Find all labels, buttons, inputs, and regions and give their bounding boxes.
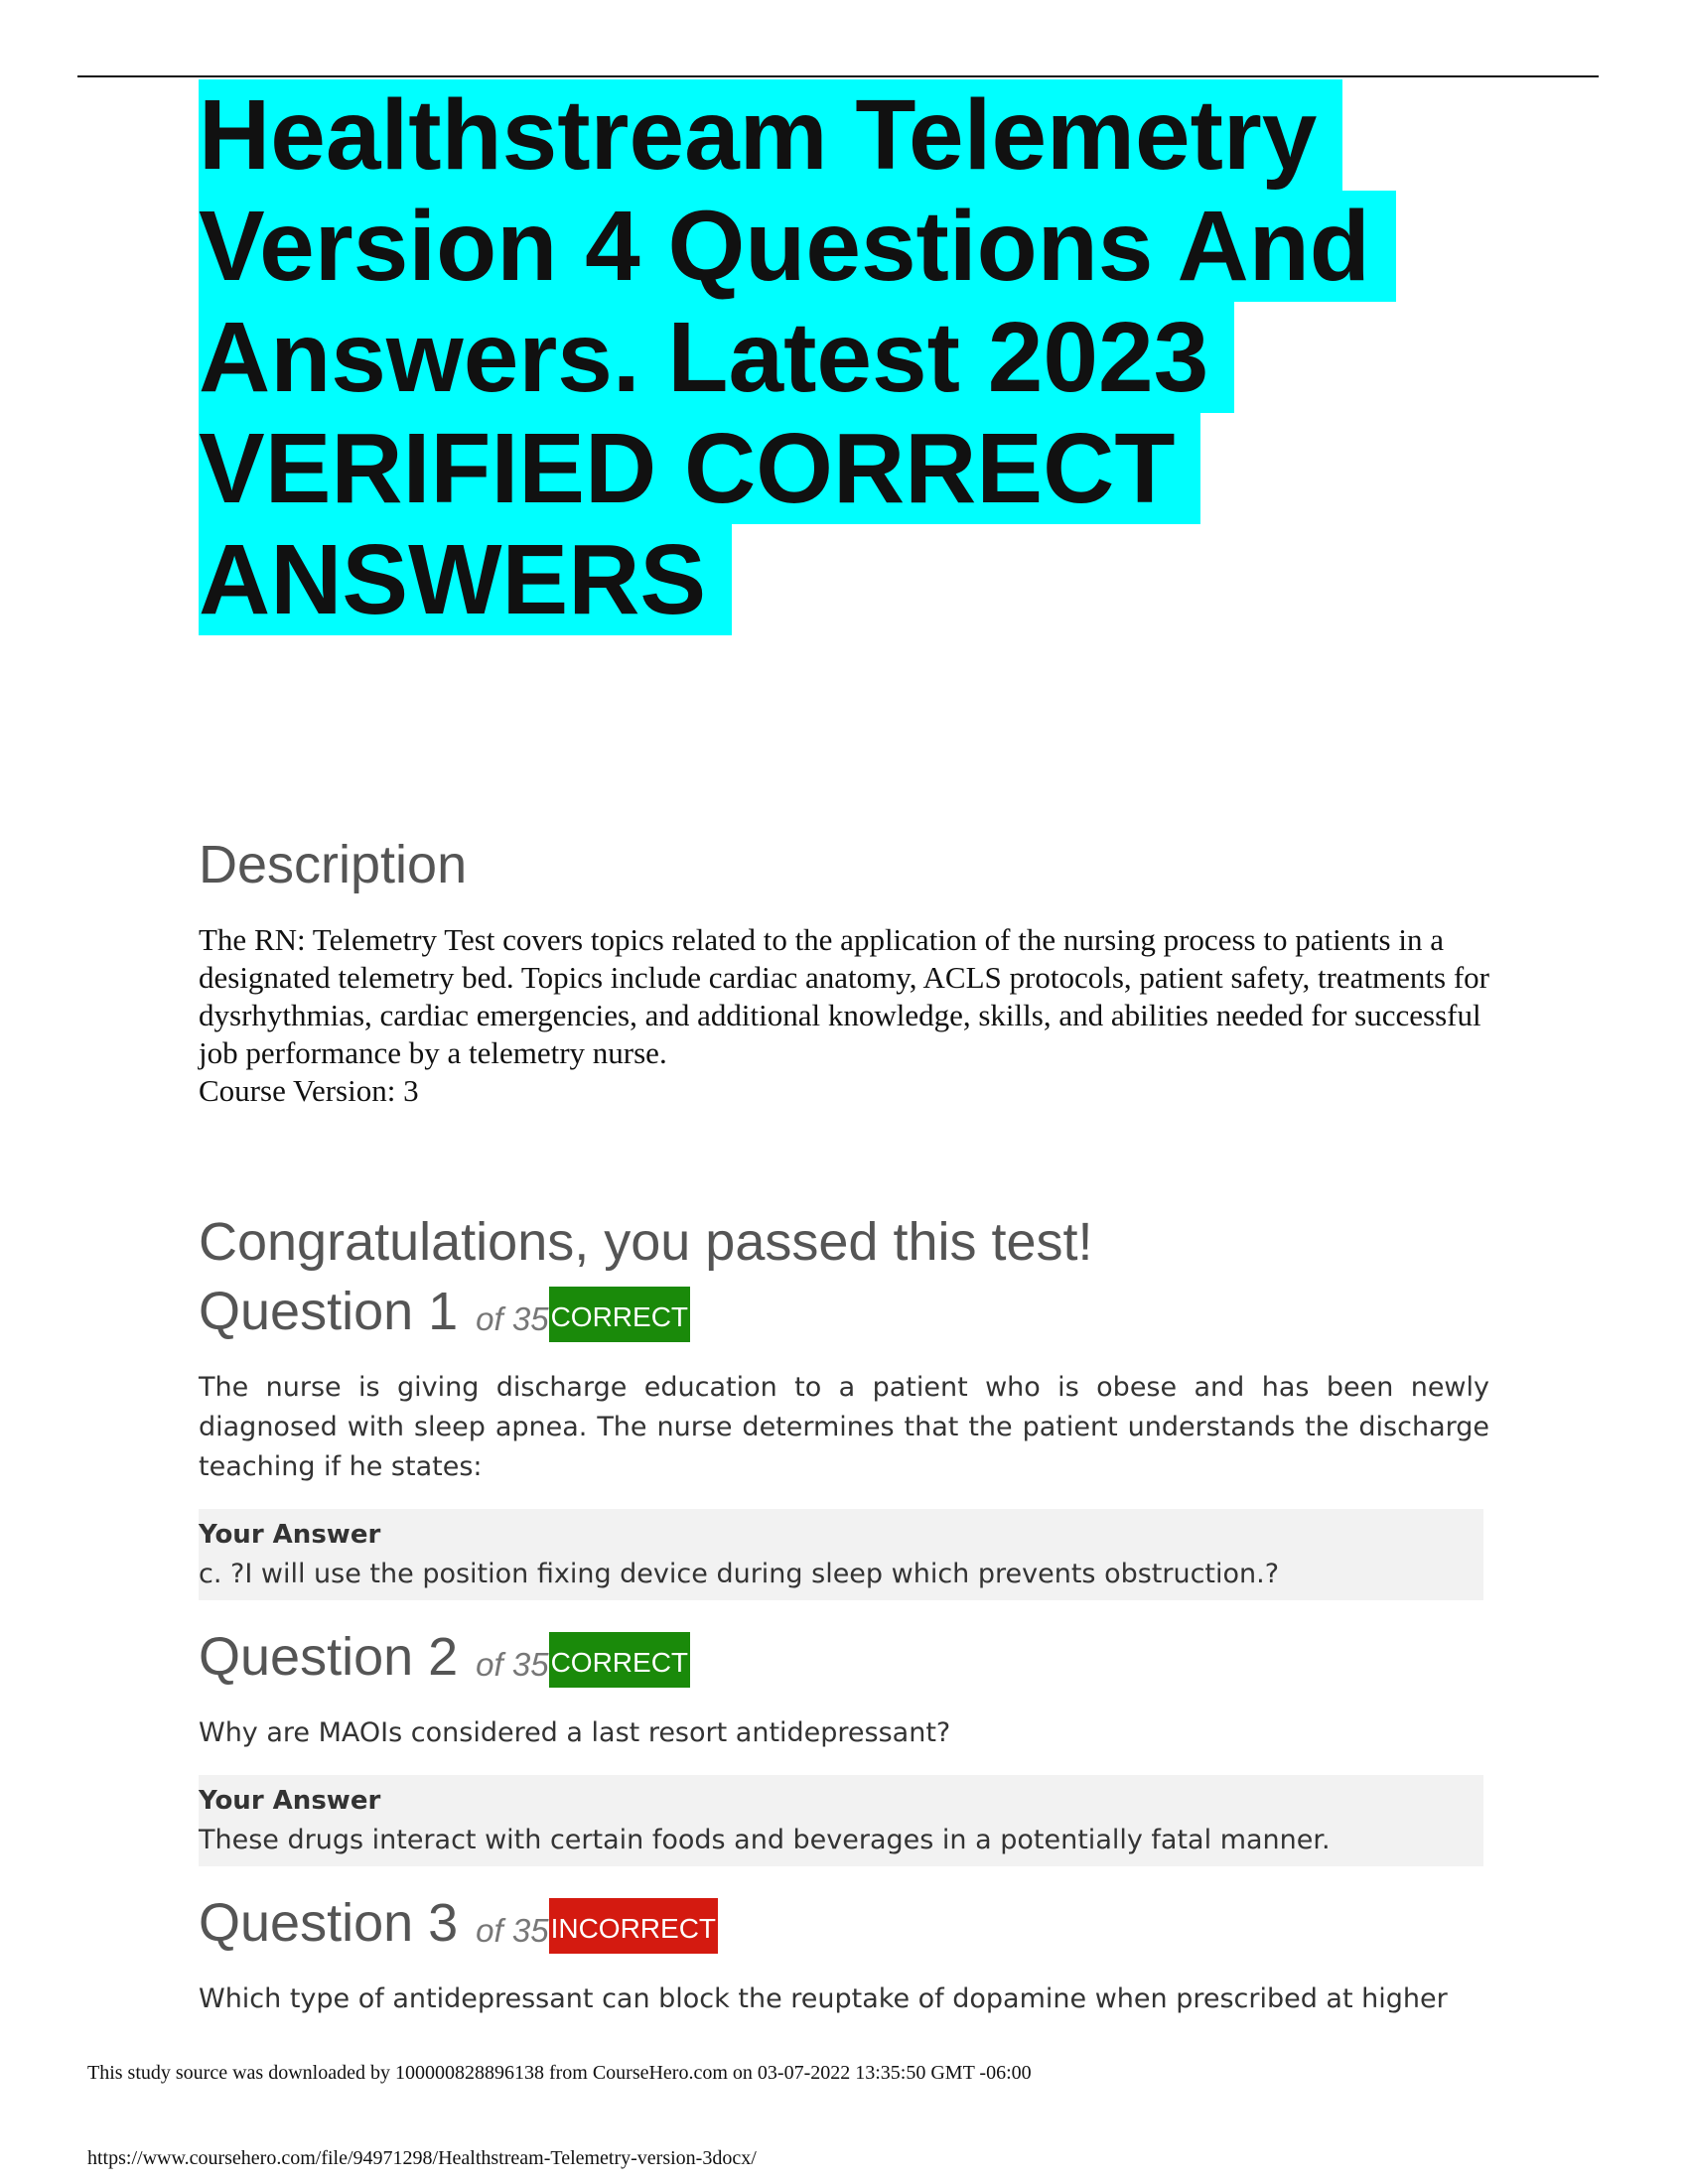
- document-title-line: Version 4 Questions And: [199, 191, 1396, 302]
- document-title-line: Healthstream Telemetry: [199, 79, 1342, 191]
- question-label: Question 3: [199, 1893, 459, 1953]
- source-url: https://www.coursehero.com/file/94971298/Healthstream-Telemetry-version-3docx/: [87, 2147, 757, 2169]
- document-title: [199, 79, 1489, 635]
- pass-message: Congratulations, you passed this test!: [199, 1212, 1093, 1272]
- question-heading: [199, 1626, 1489, 1688]
- document-title-line: Answers. Latest 2023: [199, 302, 1234, 413]
- question-text: Why are MAOIs considered a last resort antidepressant?: [199, 1717, 951, 1748]
- question-block: [199, 1626, 1489, 1866]
- question-text: Which type of antidepressant can block the reuptake of dopamine when prescribed at higher: [199, 1983, 1448, 2014]
- answer-box: [199, 1509, 1483, 1600]
- status-badge: CORRECT: [549, 1287, 690, 1342]
- description-text: The RN: Telemetry Test covers topics related to the application of the nursing process to patients in a designated telemetry bed. Topics include cardiac anatomy, ACLS protocols, patient safety, treatments for dysrhythmias, cardiac emergencies, and additional knowledge, skills, and abilities needed for successful job performance by a telemetry nurse.: [199, 922, 1490, 1070]
- question-label: Question 1: [199, 1282, 459, 1341]
- page-content: [199, 79, 1489, 2019]
- question-count: of 35: [476, 1646, 549, 1683]
- question-heading: [199, 1281, 1489, 1342]
- status-badge: INCORRECT: [549, 1898, 718, 1954]
- answer-label: Your Answer: [199, 1520, 381, 1550]
- answer-text: c. ?I will use the position fixing device during sleep which prevents obstruction.?: [199, 1559, 1280, 1589]
- question-block: [199, 1281, 1489, 1600]
- top-rule: [77, 75, 1599, 77]
- status-badge: CORRECT: [549, 1632, 690, 1688]
- answer-box: [199, 1775, 1483, 1866]
- document-title-line: ANSWERS: [199, 524, 732, 635]
- question-label: Question 2: [199, 1627, 459, 1687]
- question-count: of 35: [476, 1912, 549, 1949]
- question-block: [199, 1892, 1489, 2019]
- description-heading: Description: [199, 835, 468, 894]
- download-source-notice: This study source was downloaded by 100000828896138 from CourseHero.com on 03-07-2022 13:35:50 GMT -06:00: [87, 2062, 1032, 2084]
- question-count: of 35: [476, 1300, 549, 1337]
- description-body: [199, 921, 1489, 1110]
- question-text: The nurse is giving discharge education to a patient who is obese and has been newly diagnosed with sleep apnea. The nurse determines that the patient understands the discharge teaching if he states:: [199, 1372, 1489, 1482]
- answer-text: These drugs interact with certain foods and beverages in a potentially fatal manner.: [199, 1825, 1331, 1855]
- document-title-line: VERIFIED CORRECT: [199, 413, 1200, 524]
- course-version: Course Version: 3: [199, 1073, 419, 1108]
- question-heading: [199, 1892, 1489, 1954]
- answer-label: Your Answer: [199, 1786, 381, 1816]
